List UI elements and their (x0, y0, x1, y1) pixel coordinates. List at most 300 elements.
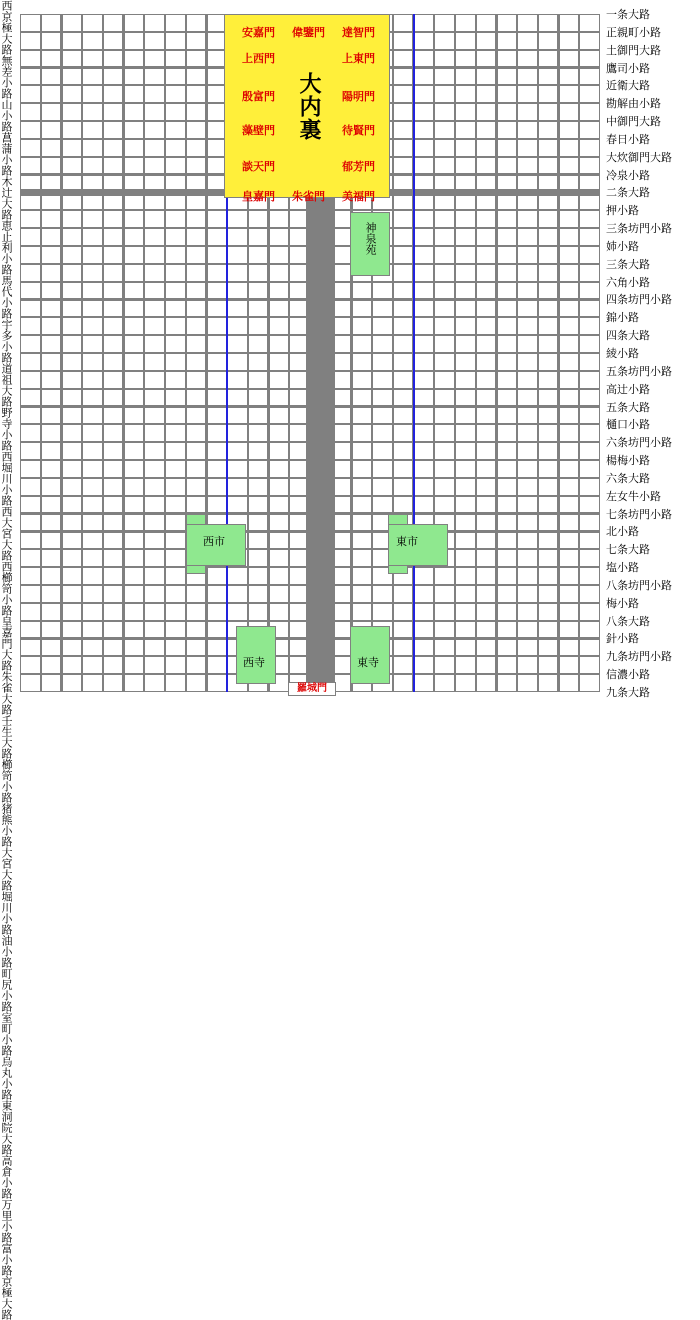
city-block (125, 604, 144, 620)
city-block (42, 372, 61, 388)
city-block (145, 479, 164, 495)
city-block (270, 354, 289, 370)
city-block (394, 158, 413, 174)
city-block (125, 622, 144, 638)
city-block (539, 533, 558, 549)
city-block (456, 675, 475, 691)
city-block (83, 336, 102, 352)
city-block (518, 15, 537, 31)
city-block (477, 461, 496, 477)
city-block (228, 497, 247, 513)
city-block (560, 336, 579, 352)
city-block (456, 640, 475, 656)
city-block (477, 265, 496, 281)
city-block (498, 33, 517, 49)
city-block (145, 568, 164, 584)
city-block (249, 336, 268, 352)
city-block (187, 354, 206, 370)
city-block (145, 425, 164, 441)
city-block (477, 318, 496, 334)
city-block (498, 675, 517, 691)
city-block (560, 515, 579, 531)
vertical-street-label: 大宮大路 (0, 847, 13, 891)
city-block (63, 675, 82, 691)
vertical-street-label: 富小路 (0, 1243, 13, 1276)
city-block (270, 479, 289, 495)
city-block (208, 443, 227, 459)
city-block (353, 479, 372, 495)
city-block (415, 336, 434, 352)
saiji-label: 西寺 (243, 656, 265, 669)
city-block (104, 497, 123, 513)
city-block (456, 122, 475, 138)
city-block (42, 550, 61, 566)
city-block (145, 122, 164, 138)
city-block (498, 550, 517, 566)
city-block (270, 336, 289, 352)
city-block (83, 69, 102, 85)
city-block (187, 425, 206, 441)
city-block (249, 550, 268, 566)
city-block (83, 104, 102, 120)
city-block (560, 318, 579, 334)
city-block (166, 247, 185, 263)
city-block (145, 15, 164, 31)
city-block (477, 497, 496, 513)
city-block (477, 354, 496, 370)
palace-gate: 上東門 (342, 52, 375, 65)
city-block (539, 497, 558, 513)
city-block (42, 69, 61, 85)
city-block (539, 657, 558, 673)
city-block (208, 301, 227, 317)
city-block (353, 354, 372, 370)
city-block (477, 479, 496, 495)
city-block (560, 69, 579, 85)
city-block (249, 586, 268, 602)
city-block (435, 336, 454, 352)
city-block (104, 318, 123, 334)
city-block (373, 461, 392, 477)
horizontal-street-label: 信濃小路 (606, 668, 650, 682)
city-block (125, 657, 144, 673)
city-block (104, 622, 123, 638)
city-block (415, 479, 434, 495)
city-block (477, 675, 496, 691)
city-block (187, 265, 206, 281)
city-block (187, 443, 206, 459)
city-block (560, 425, 579, 441)
city-block (498, 15, 517, 31)
horizontal-street-label: 八条坊門小路 (606, 578, 672, 592)
city-block (456, 86, 475, 102)
city-block (208, 408, 227, 424)
horizontal-street-label: 塩小路 (606, 561, 639, 575)
city-block (539, 336, 558, 352)
city-block (394, 265, 413, 281)
city-block (21, 461, 40, 477)
city-block (187, 390, 206, 406)
city-block (456, 158, 475, 174)
city-block (580, 657, 599, 673)
city-block (539, 408, 558, 424)
city-block (21, 33, 40, 49)
city-block (104, 390, 123, 406)
city-block (21, 86, 40, 102)
city-block (249, 533, 268, 549)
city-block (518, 122, 537, 138)
city-block (145, 69, 164, 85)
city-block (187, 301, 206, 317)
city-block (456, 604, 475, 620)
city-block (498, 283, 517, 299)
city-block (270, 604, 289, 620)
city-block (539, 479, 558, 495)
city-block (63, 211, 82, 227)
city-block (539, 372, 558, 388)
city-block (166, 479, 185, 495)
city-block (83, 390, 102, 406)
city-block (394, 461, 413, 477)
city-block (83, 158, 102, 174)
city-block (435, 586, 454, 602)
city-block (63, 104, 82, 120)
city-block (42, 301, 61, 317)
city-block (353, 425, 372, 441)
city-block (42, 140, 61, 156)
vertical-street-label: 朱雀大路 (0, 671, 13, 715)
city-block (249, 211, 268, 227)
city-block (208, 265, 227, 281)
city-block (228, 229, 247, 245)
city-block (187, 479, 206, 495)
city-block (435, 657, 454, 673)
city-block (394, 354, 413, 370)
city-block (560, 158, 579, 174)
city-block (104, 586, 123, 602)
city-block (456, 408, 475, 424)
city-block (498, 390, 517, 406)
city-block (539, 443, 558, 459)
city-block (560, 283, 579, 299)
city-block (518, 443, 537, 459)
city-block (21, 533, 40, 549)
city-block (580, 122, 599, 138)
city-block (456, 354, 475, 370)
city-block (21, 443, 40, 459)
city-block (228, 318, 247, 334)
city-block (539, 461, 558, 477)
city-block (21, 497, 40, 513)
city-block (42, 604, 61, 620)
city-block (580, 675, 599, 691)
city-block (208, 568, 227, 584)
city-block (42, 51, 61, 67)
east-market-label: 東市 (396, 535, 418, 548)
city-block (560, 497, 579, 513)
city-block (456, 318, 475, 334)
city-block (125, 533, 144, 549)
city-block (104, 568, 123, 584)
city-block (21, 354, 40, 370)
city-block (249, 461, 268, 477)
city-block (560, 104, 579, 120)
city-block (539, 229, 558, 245)
city-block (518, 283, 537, 299)
city-block (83, 15, 102, 31)
city-block (42, 318, 61, 334)
city-block (63, 140, 82, 156)
city-block (477, 604, 496, 620)
city-block (435, 604, 454, 620)
city-block (125, 229, 144, 245)
city-block (21, 604, 40, 620)
horizontal-street-label: 綾小路 (606, 347, 639, 360)
city-block (270, 408, 289, 424)
city-block (498, 336, 517, 352)
city-block (477, 533, 496, 549)
city-block (166, 425, 185, 441)
city-block (63, 461, 82, 477)
city-block (394, 408, 413, 424)
city-block (63, 229, 82, 245)
city-block (394, 69, 413, 85)
city-block (435, 497, 454, 513)
city-block (373, 318, 392, 334)
city-block (104, 550, 123, 566)
city-block (477, 550, 496, 566)
city-block (415, 86, 434, 102)
vertical-street-label: 高倉小路 (0, 1155, 13, 1199)
city-block (498, 568, 517, 584)
city-block (42, 586, 61, 602)
city-block (498, 515, 517, 531)
city-block (83, 657, 102, 673)
city-block (208, 425, 227, 441)
city-block (539, 354, 558, 370)
city-block (208, 675, 227, 691)
city-block (208, 247, 227, 263)
city-block (394, 497, 413, 513)
city-block (456, 247, 475, 263)
city-block (415, 461, 434, 477)
city-block (125, 140, 144, 156)
city-block (104, 51, 123, 67)
city-block (373, 443, 392, 459)
city-block (104, 104, 123, 120)
city-block (456, 283, 475, 299)
city-block (373, 425, 392, 441)
city-block (42, 568, 61, 584)
city-block (21, 657, 40, 673)
city-block (249, 283, 268, 299)
city-block (42, 657, 61, 673)
city-block (560, 461, 579, 477)
city-block (415, 497, 434, 513)
city-block (166, 461, 185, 477)
city-block (580, 265, 599, 281)
city-block (63, 657, 82, 673)
city-block (539, 550, 558, 566)
city-block (249, 301, 268, 317)
city-block (353, 586, 372, 602)
city-block (21, 408, 40, 424)
city-block (353, 372, 372, 388)
city-block (166, 15, 185, 31)
city-block (580, 15, 599, 31)
city-block (270, 301, 289, 317)
city-block (435, 461, 454, 477)
city-block (249, 229, 268, 245)
city-block (498, 497, 517, 513)
city-block (415, 372, 434, 388)
city-block (270, 229, 289, 245)
city-block (539, 640, 558, 656)
city-block (518, 425, 537, 441)
city-block (518, 640, 537, 656)
vertical-street-label: 無差小路 (0, 55, 13, 99)
city-block (394, 51, 413, 67)
city-block (415, 318, 434, 334)
city-block (21, 425, 40, 441)
city-block (187, 497, 206, 513)
city-block (125, 640, 144, 656)
city-block (456, 51, 475, 67)
city-block (125, 15, 144, 31)
city-block (270, 533, 289, 549)
city-block (228, 586, 247, 602)
city-block (270, 318, 289, 334)
city-block (104, 265, 123, 281)
city-block (145, 497, 164, 513)
city-block (539, 425, 558, 441)
city-block (353, 408, 372, 424)
city-block (373, 586, 392, 602)
city-block (42, 211, 61, 227)
city-block (125, 33, 144, 49)
city-block (560, 408, 579, 424)
city-block (125, 497, 144, 513)
city-block (539, 140, 558, 156)
city-block (208, 390, 227, 406)
city-block (166, 586, 185, 602)
vertical-street-label: 木辻大路 (0, 176, 13, 220)
city-block (580, 550, 599, 566)
city-block (21, 51, 40, 67)
city-block (373, 390, 392, 406)
horizontal-street-label: 一条大路 (606, 8, 650, 21)
city-block (477, 443, 496, 459)
city-block (560, 443, 579, 459)
city-block (435, 229, 454, 245)
city-block (560, 354, 579, 370)
city-block (187, 211, 206, 227)
city-block (560, 622, 579, 638)
city-block (373, 301, 392, 317)
city-block (580, 33, 599, 49)
city-block (42, 443, 61, 459)
city-block (228, 604, 247, 620)
city-block (456, 550, 475, 566)
city-block (42, 229, 61, 245)
city-block (166, 443, 185, 459)
city-block (166, 69, 185, 85)
city-block (83, 640, 102, 656)
city-block (83, 497, 102, 513)
city-block (477, 640, 496, 656)
city-block (394, 33, 413, 49)
city-block (560, 265, 579, 281)
city-block (125, 283, 144, 299)
city-block (42, 390, 61, 406)
city-block (42, 247, 61, 263)
city-block (42, 497, 61, 513)
city-block (166, 86, 185, 102)
palace-gate: 郁芳門 (342, 160, 375, 173)
city-block (394, 140, 413, 156)
city-block (21, 550, 40, 566)
city-block (145, 640, 164, 656)
city-block (415, 69, 434, 85)
city-block (21, 283, 40, 299)
palace-gate: 上西門 (242, 52, 275, 65)
city-block (580, 497, 599, 513)
horizontal-street-label: 六条大路 (606, 471, 650, 485)
city-block (249, 568, 268, 584)
city-block (83, 550, 102, 566)
city-block (63, 122, 82, 138)
vertical-street-label: 西大宮大路 (0, 506, 13, 561)
city-block (166, 372, 185, 388)
city-block (270, 497, 289, 513)
horizontal-street-label: 九条大路 (606, 686, 650, 699)
city-block (394, 657, 413, 673)
city-block (83, 229, 102, 245)
city-block (580, 158, 599, 174)
city-block (166, 265, 185, 281)
palace-gate: 偉鑒門 (292, 26, 325, 39)
city-block (477, 104, 496, 120)
city-block (63, 533, 82, 549)
city-block (560, 33, 579, 49)
city-block (83, 372, 102, 388)
city-block (560, 86, 579, 102)
city-block (498, 622, 517, 638)
city-block (477, 15, 496, 31)
horizontal-street-label: 二条大路 (606, 186, 650, 200)
city-block (498, 425, 517, 441)
city-block (415, 247, 434, 263)
city-block (435, 122, 454, 138)
city-block (187, 33, 206, 49)
city-block (498, 229, 517, 245)
city-block (83, 247, 102, 263)
city-block (477, 515, 496, 531)
city-block (498, 69, 517, 85)
city-block (145, 336, 164, 352)
city-block (518, 372, 537, 388)
city-block (63, 497, 82, 513)
city-block (518, 104, 537, 120)
city-block (394, 86, 413, 102)
city-block (456, 301, 475, 317)
city-block (539, 622, 558, 638)
city-block (435, 390, 454, 406)
toji-label: 東寺 (357, 656, 379, 669)
city-block (477, 51, 496, 67)
city-block (187, 104, 206, 120)
city-block (42, 533, 61, 549)
